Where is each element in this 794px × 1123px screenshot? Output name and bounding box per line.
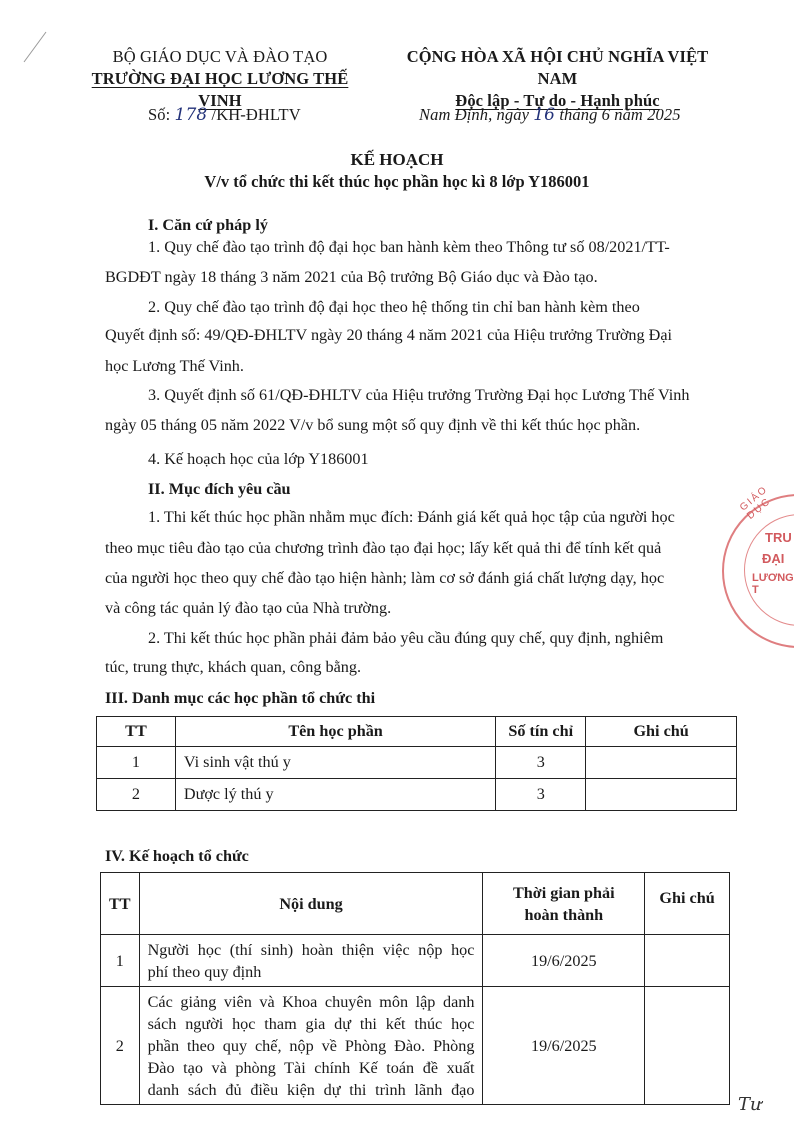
cell-course-name: Dược lý thú y xyxy=(175,779,495,811)
column-header: Nội dung xyxy=(139,873,483,935)
section-1-line: BGDĐT ngày 18 tháng 3 năm 2021 của Bộ trưởng Bộ Giáo dục và Đào tạo. xyxy=(105,268,598,286)
column-header: Ghi chú xyxy=(645,873,730,935)
plan-table xyxy=(100,872,730,1105)
table-row xyxy=(97,779,737,811)
section-1-line: 4. Kế hoạch học của lớp Y186001 xyxy=(148,450,369,468)
table-header-row xyxy=(101,873,730,935)
section-2-line: theo mục tiêu đào tạo của chương trình đào tạo đại học; lấy kết quả thi để tính kết quả xyxy=(105,539,662,557)
cell-note xyxy=(586,747,737,779)
column-header: Tên học phần xyxy=(175,717,495,747)
section-1-line: học Lương Thế Vinh. xyxy=(105,357,244,375)
handwritten-number: 178 xyxy=(174,105,208,125)
cell-note xyxy=(586,779,737,811)
cell-tt: 2 xyxy=(97,779,176,811)
section-1-heading: I. Căn cứ pháp lý xyxy=(148,216,268,234)
cell-deadline: 19/6/2025 xyxy=(483,987,645,1105)
stamp-line: TRU xyxy=(765,530,792,545)
column-header: Số tín chỉ xyxy=(496,717,586,747)
column-header: Ghi chú xyxy=(586,717,737,747)
scan-mark-line xyxy=(20,28,50,64)
signature-initial-mark: Tư xyxy=(738,1094,762,1115)
section-1-line: 3. Quyết định số 61/QĐ-ĐHLTV của Hiệu trưởng Trường Đại học Lương Thế Vinh xyxy=(148,386,690,404)
table-row xyxy=(101,987,730,1105)
section-4-heading: IV. Kế hoạch tổ chức xyxy=(105,847,249,865)
table-row xyxy=(97,747,737,779)
stamp-inner-ring xyxy=(744,514,794,626)
ministry-name: BỘ GIÁO DỤC VÀ ĐÀO TẠO xyxy=(112,47,328,66)
place-date: Nam Định, ngày 16 tháng 6 năm 2025 xyxy=(419,105,681,125)
cell-course-name: Vi sinh vật thú y xyxy=(175,747,495,779)
cell-content: Các giảng viên và Khoa chuyên môn lập danh sách người học tham gia dự thi kết thúc học phần theo quy chế, nộp về Phòng Đào. Phòng Đào tạo và phòng Tài chính Kế toán đề xuất danh sách đủ điều kiện dự thi trình lãnh đạo xyxy=(139,987,483,1105)
section-2-line: 2. Thi kết thúc học phần phải đảm bảo yêu cầu đúng quy chế, quy định, nghiêm xyxy=(148,629,664,647)
left-header xyxy=(70,46,370,112)
table-row xyxy=(101,935,730,987)
table-header-row xyxy=(97,717,737,747)
document-subtitle: V/v tổ chức thi kết thúc học phần học kì 8 lớp Y186001 xyxy=(204,172,590,191)
section-3-heading: III. Danh mục các học phần tổ chức thi xyxy=(105,689,376,707)
column-header: TT xyxy=(97,717,176,747)
stamp-outer-ring xyxy=(722,494,794,648)
cell-deadline: 19/6/2025 xyxy=(483,935,645,987)
republic-name: CỘNG HÒA XÃ HỘI CHỦ NGHĨA VIỆT NAM xyxy=(406,47,709,88)
cell-note xyxy=(645,987,730,1105)
cell-tt: 1 xyxy=(97,747,176,779)
cell-credits: 3 xyxy=(496,747,586,779)
section-2-line: túc, trung thực, khách quan, công bằng. xyxy=(105,658,362,676)
section-1-line: 2. Quy chế đào tạo trình độ đại học theo hệ thống tin chỉ ban hành kèm theo xyxy=(148,298,640,316)
university-name: TRƯỜNG ĐẠI HỌC LƯƠNG THẾ VINH xyxy=(91,69,349,110)
courses-table xyxy=(96,716,737,811)
column-header: Thời gian phải hoàn thành xyxy=(483,873,645,935)
cell-credits: 3 xyxy=(496,779,586,811)
cell-content: Người học (thí sinh) hoàn thiện việc nộp học phí theo quy định xyxy=(139,935,483,987)
stamp-line: LƯƠNG T xyxy=(752,572,794,596)
right-header xyxy=(385,46,730,112)
stamp-line: ĐẠI xyxy=(762,551,785,566)
handwritten-day: 16 xyxy=(533,105,556,125)
section-2-heading: II. Mục đích yêu cầu xyxy=(148,480,291,498)
stamp-ring-text: GIÁO DỤC xyxy=(738,483,774,522)
document-number: Số: 178 /KH-ĐHLTV xyxy=(148,105,301,125)
national-motto: Độc lập - Tự do - Hạnh phúc xyxy=(455,91,660,110)
cell-tt: 2 xyxy=(101,987,140,1105)
section-1-line: ngày 05 tháng 05 năm 2022 V/v bổ sung một số quy định về thi kết thúc học phần. xyxy=(105,416,641,434)
cell-tt: 1 xyxy=(101,935,140,987)
section-2-line: 1. Thi kết thúc học phần nhằm mục đích: Đánh giá kết quả học tập của người học xyxy=(148,508,675,526)
section-2-line: và công tác quản lý đào tạo của Nhà trường. xyxy=(105,599,392,617)
column-header: TT xyxy=(101,873,140,935)
document-title: KẾ HOẠCH xyxy=(350,150,444,169)
section-1-line: 1. Quy chế đào tạo trình độ đại học ban hành kèm theo Thông tư số 08/2021/TT- xyxy=(148,238,670,256)
section-1-line: Quyết định số: 49/QĐ-ĐHLTV ngày 20 tháng 4 năm 2021 của Hiệu trưởng Trường Đại xyxy=(105,326,673,344)
cell-note xyxy=(645,935,730,987)
section-2-line: của người học theo quy chế đào tạo hiện hành; làm cơ sở đánh giá chất lượng dạy, học xyxy=(105,569,665,587)
